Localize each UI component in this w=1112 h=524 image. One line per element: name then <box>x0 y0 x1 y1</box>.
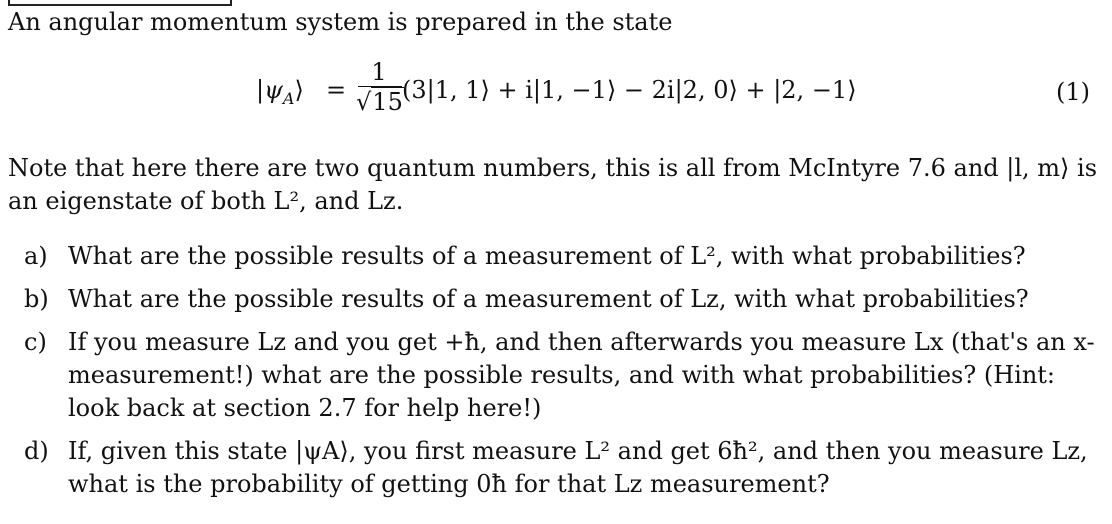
equation-number: (1) <box>1056 78 1090 106</box>
question-item <box>24 435 1102 501</box>
question-text: What are the possible results of a measurement of L², with what probabilities? <box>68 242 1026 270</box>
question-label: d) <box>24 437 49 465</box>
question-label: a) <box>24 242 48 270</box>
question-text: If, given this state |ψA⟩, you first measure L² and get 6ħ², and then you measure Lz, what is the probability of getting 0ħ for that Lz measurement? <box>68 437 1088 498</box>
note-paragraph: Note that here there are two quantum numbers, this is all from McIntyre 7.6 and |l, m⟩ is an eigenstate of both L², and Lz. <box>8 154 1098 215</box>
fraction-denominator: √15 <box>356 88 403 116</box>
question-list <box>24 240 1102 511</box>
question-item <box>24 326 1102 425</box>
question-text: If you measure Lz and you get +ħ, and then afterwards you measure Lx (that's an x-measurement!) what are the possible results, and with what probabilities? (Hint: look back at section 2.7 for help here!) <box>68 328 1095 422</box>
intro-text: An angular momentum system is prepared in the state <box>8 8 673 36</box>
equation-equals: = <box>326 76 347 104</box>
question-label: c) <box>24 328 47 356</box>
question-label: b) <box>24 285 49 313</box>
question-text: What are the possible results of a measurement of Lz, with what probabilities? <box>68 285 1029 313</box>
fraction-numerator: 1 <box>371 58 387 86</box>
equation-lhs: $|\psi_A⟩$ <box>256 76 304 108</box>
normalization-fraction <box>356 58 402 117</box>
question-item <box>24 240 1102 273</box>
question-item <box>24 283 1102 316</box>
equation-rhs: (3|1, 1⟩ + i|1, −1⟩ − 2i|2, 0⟩ + |2, −1⟩ <box>402 76 857 104</box>
